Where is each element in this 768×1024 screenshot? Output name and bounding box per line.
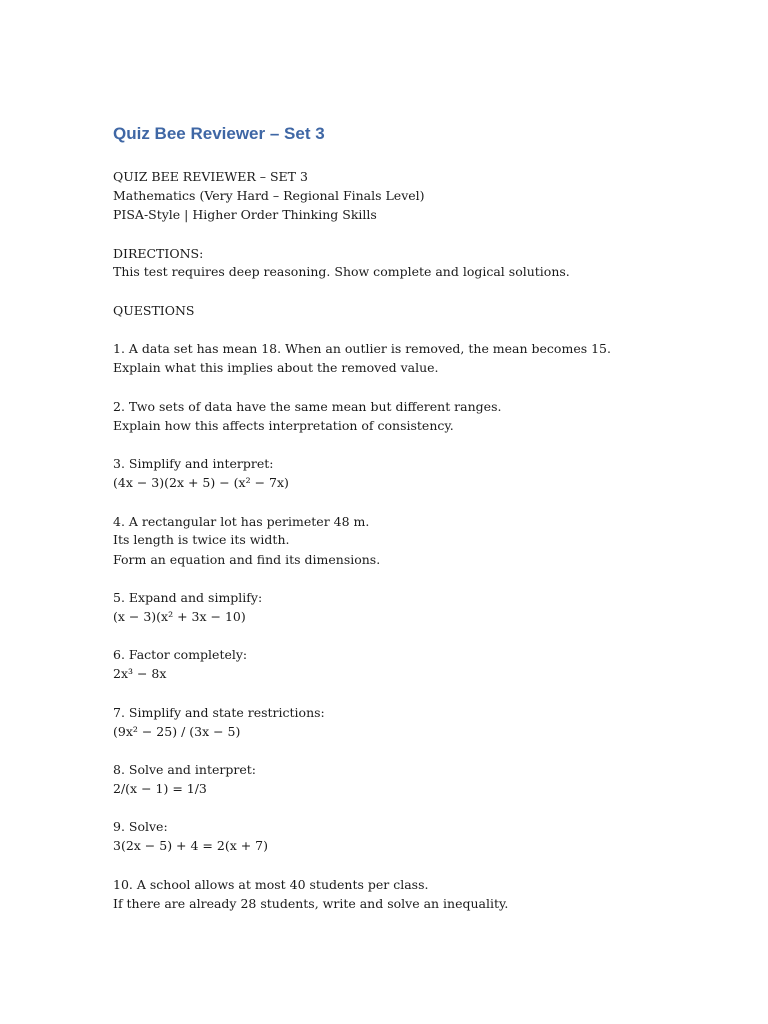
question-4-line-3: Form an equation and find its dimensions. (113, 552, 381, 567)
question-6-line-1: 6. Factor completely: (113, 647, 248, 662)
question-3-line-1: 3. Simplify and interpret: (113, 456, 274, 471)
question-2-line-1: 2. Two sets of data have the same mean but different ranges. (113, 399, 502, 414)
question-2-line-2: Explain how this affects interpretation of consistency. (113, 418, 454, 433)
question-7-line-1: 7. Simplify and state restrictions: (113, 705, 325, 720)
question-5-line-2: (x − 3)(x² + 3x − 10) (113, 609, 246, 624)
question-1-line-1: 1. A data set has mean 18. When an outlier is removed, the mean becomes 15. (113, 341, 611, 356)
header-line-2: Mathematics (Very Hard – Regional Finals Level) (113, 188, 425, 203)
question-8-line-1: 8. Solve and interpret: (113, 762, 256, 777)
question-5-line-1: 5. Expand and simplify: (113, 590, 263, 605)
header-line-1: QUIZ BEE REVIEWER – SET 3 (113, 169, 308, 184)
questions-heading: QUESTIONS (113, 303, 195, 318)
question-4-line-1: 4. A rectangular lot has perimeter 48 m. (113, 514, 370, 529)
question-1-line-2: Explain what this implies about the removed value. (113, 360, 439, 375)
directions-text: This test requires deep reasoning. Show complete and logical solutions. (113, 264, 570, 279)
question-10-line-1: 10. A school allows at most 40 students per class. (113, 877, 429, 892)
question-10-line-2: If there are already 28 students, write and solve an inequality. (113, 896, 509, 911)
question-9-line-2: 3(2x − 5) + 4 = 2(x + 7) (113, 838, 269, 853)
question-4-line-2: Its length is twice its width. (113, 532, 290, 547)
question-8-line-2: 2/(x − 1) = 1/3 (113, 781, 207, 796)
directions-heading: DIRECTIONS: (113, 246, 204, 261)
question-7-line-2: (9x² − 25) / (3x − 5) (113, 724, 241, 739)
question-9-line-1: 9. Solve: (113, 819, 168, 834)
header-line-3: PISA-Style | Higher Order Thinking Skills (113, 207, 377, 222)
question-3-line-2: (4x − 3)(2x + 5) − (x² − 7x) (113, 475, 289, 490)
document-title: Quiz Bee Reviewer – Set 3 (113, 124, 325, 143)
question-6-line-2: 2x³ − 8x (113, 666, 167, 681)
